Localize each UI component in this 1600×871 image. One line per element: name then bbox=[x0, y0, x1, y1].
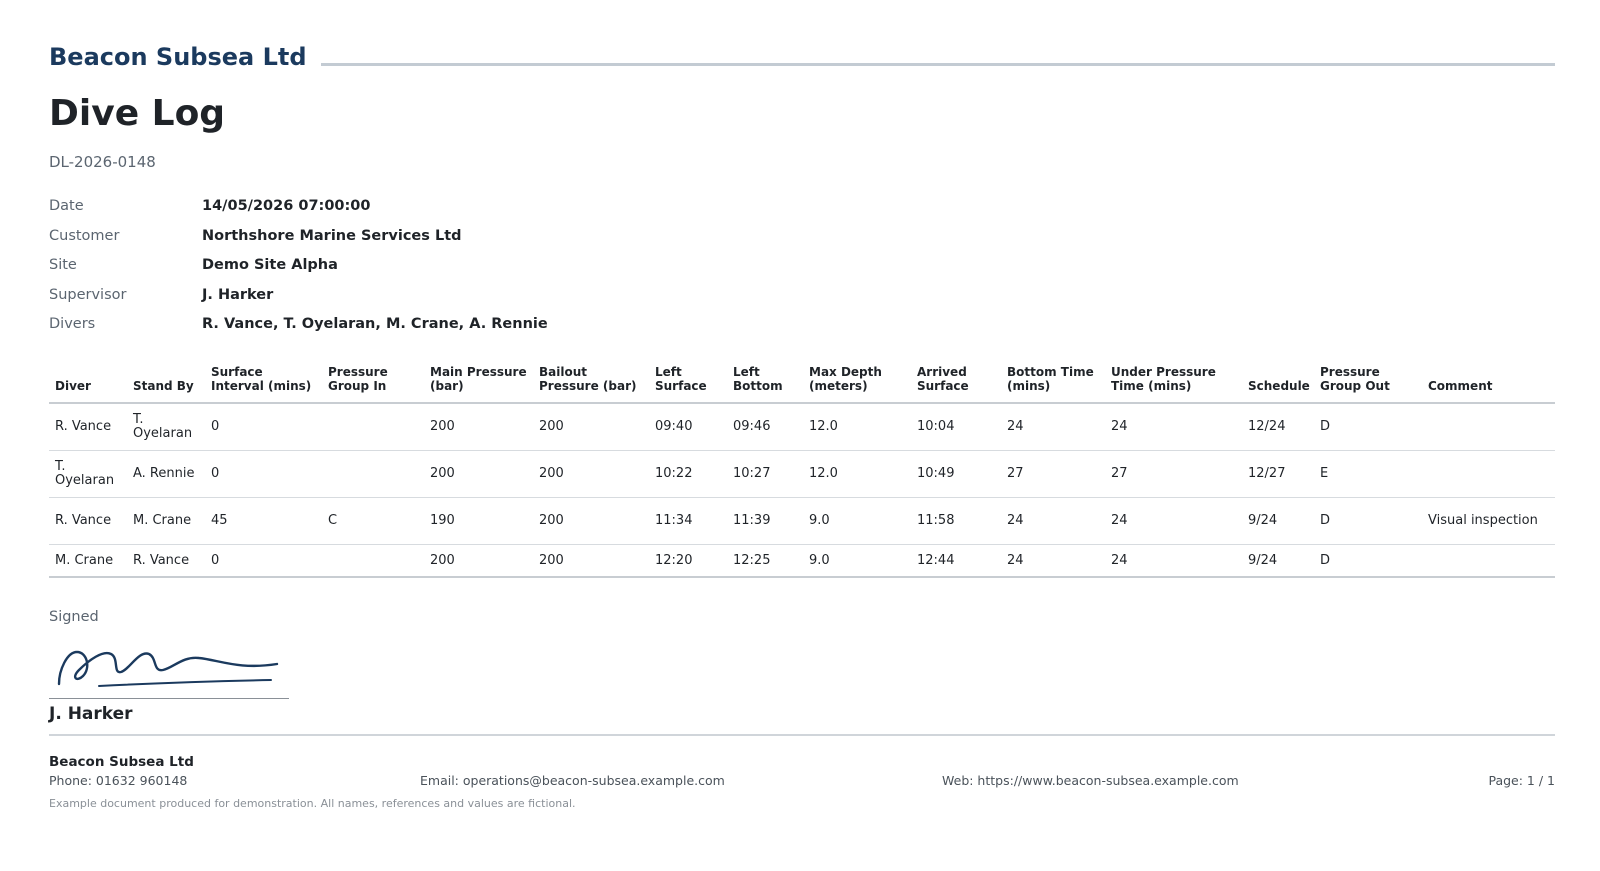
document-reference: DL-2026-0148 bbox=[49, 153, 156, 171]
table-cell: 12:20 bbox=[649, 545, 727, 578]
table-cell: 12/27 bbox=[1242, 451, 1314, 498]
table-cell: C bbox=[322, 498, 424, 545]
column-header: Left Surface bbox=[649, 362, 727, 403]
column-header: Left Bottom bbox=[727, 362, 803, 403]
detail-value: 14/05/2026 07:00:00 bbox=[202, 198, 371, 214]
table-row bbox=[49, 451, 1555, 498]
dive-log-table bbox=[49, 362, 1555, 578]
signer-name: J. Harker bbox=[49, 704, 133, 724]
table-cell: 9/24 bbox=[1242, 498, 1314, 545]
column-header: Bailout Pressure (bar) bbox=[533, 362, 649, 403]
footer-divider bbox=[49, 734, 1555, 736]
table-cell: 9/24 bbox=[1242, 545, 1314, 578]
column-header: Max Depth (meters) bbox=[803, 362, 911, 403]
footer-website: Web: https://www.beacon-subsea.example.com bbox=[942, 773, 1239, 788]
column-header: Pressure Group In bbox=[322, 362, 424, 403]
table-cell: 200 bbox=[533, 451, 649, 498]
footer-disclaimer: Example document produced for demonstration. All names, references and values are fictional. bbox=[49, 797, 576, 810]
footer-phone: Phone: 01632 960148 bbox=[49, 773, 188, 788]
table-cell bbox=[1422, 451, 1555, 498]
column-header: Comment bbox=[1422, 362, 1555, 403]
table-cell: 10:27 bbox=[727, 451, 803, 498]
table-cell: 11:39 bbox=[727, 498, 803, 545]
table-cell: 10:04 bbox=[911, 403, 1001, 451]
table-cell: 12.0 bbox=[803, 451, 911, 498]
table-cell: 200 bbox=[533, 545, 649, 578]
footer-email: Email: operations@beacon-subsea.example.com bbox=[420, 773, 725, 788]
table-cell: D bbox=[1314, 545, 1422, 578]
table-cell: 11:34 bbox=[649, 498, 727, 545]
column-header: Diver bbox=[49, 362, 127, 403]
table-cell bbox=[1422, 403, 1555, 451]
table-cell: 200 bbox=[424, 545, 533, 578]
table-cell: 12:25 bbox=[727, 545, 803, 578]
table-cell: R. Vance bbox=[49, 498, 127, 545]
detail-value: J. Harker bbox=[202, 286, 274, 303]
table-cell: R. Vance bbox=[49, 403, 127, 451]
column-header: Pressure Group Out bbox=[1314, 362, 1422, 403]
table-cell: 200 bbox=[533, 498, 649, 545]
detail-label: Supervisor bbox=[49, 286, 127, 303]
table-cell: 200 bbox=[424, 403, 533, 451]
page-title: Dive Log bbox=[49, 93, 226, 134]
table-row bbox=[49, 403, 1555, 451]
footer-company-name: Beacon Subsea Ltd bbox=[49, 754, 194, 770]
table-cell: 24 bbox=[1001, 498, 1105, 545]
table-cell bbox=[322, 451, 424, 498]
table-cell: 09:40 bbox=[649, 403, 727, 451]
table-cell: T. Oyelaran bbox=[127, 403, 205, 451]
company-name: Beacon Subsea Ltd bbox=[49, 43, 307, 71]
column-header: Schedule bbox=[1242, 362, 1314, 403]
table-row bbox=[49, 545, 1555, 578]
table-cell: E bbox=[1314, 451, 1422, 498]
column-header: Surface Interval (mins) bbox=[205, 362, 322, 403]
table-cell: 27 bbox=[1105, 451, 1242, 498]
column-header: Stand By bbox=[127, 362, 205, 403]
table-cell: A. Rennie bbox=[127, 451, 205, 498]
table-cell: 24 bbox=[1001, 403, 1105, 451]
detail-value: Northshore Marine Services Ltd bbox=[202, 227, 462, 244]
table-cell: 12/24 bbox=[1242, 403, 1314, 451]
table-cell: 12:44 bbox=[911, 545, 1001, 578]
table-cell bbox=[322, 403, 424, 451]
table-cell: 0 bbox=[205, 451, 322, 498]
table-cell: 0 bbox=[205, 545, 322, 578]
detail-label: Divers bbox=[49, 316, 96, 332]
table-cell: 24 bbox=[1105, 403, 1242, 451]
table-cell: 10:49 bbox=[911, 451, 1001, 498]
table-cell: 24 bbox=[1105, 545, 1242, 578]
header-divider bbox=[321, 63, 1555, 66]
table-cell: 09:46 bbox=[727, 403, 803, 451]
table-cell: 24 bbox=[1001, 545, 1105, 578]
table-cell: 27 bbox=[1001, 451, 1105, 498]
table-cell: 24 bbox=[1105, 498, 1242, 545]
table-cell: T. Oyelaran bbox=[49, 451, 127, 498]
table-cell: 200 bbox=[533, 403, 649, 451]
column-header: Bottom Time (mins) bbox=[1001, 362, 1105, 403]
column-header: Main Pressure (bar) bbox=[424, 362, 533, 403]
footer-page-number: Page: 1 / 1 bbox=[1488, 773, 1555, 788]
detail-value: R. Vance, T. Oyelaran, M. Crane, A. Rennie bbox=[202, 316, 548, 332]
table-cell: 9.0 bbox=[803, 498, 911, 545]
table-cell bbox=[322, 545, 424, 578]
detail-value: Demo Site Alpha bbox=[202, 257, 338, 273]
table-cell: D bbox=[1314, 403, 1422, 451]
table-cell: M. Crane bbox=[127, 498, 205, 545]
table-cell: 11:58 bbox=[911, 498, 1001, 545]
table-cell: 45 bbox=[205, 498, 322, 545]
table-row bbox=[49, 498, 1555, 545]
table-cell: 10:22 bbox=[649, 451, 727, 498]
signature-image bbox=[49, 640, 289, 696]
table-cell: R. Vance bbox=[127, 545, 205, 578]
detail-label: Site bbox=[49, 257, 77, 273]
company-header bbox=[49, 43, 1555, 73]
signed-label: Signed bbox=[49, 609, 99, 625]
signature-line bbox=[49, 698, 289, 699]
table-cell: 12.0 bbox=[803, 403, 911, 451]
column-header: Under Pressure Time (mins) bbox=[1105, 362, 1242, 403]
table-cell: 200 bbox=[424, 451, 533, 498]
detail-label: Customer bbox=[49, 227, 120, 244]
table-cell: 0 bbox=[205, 403, 322, 451]
column-header: Arrived Surface bbox=[911, 362, 1001, 403]
table-cell: 190 bbox=[424, 498, 533, 545]
table-cell bbox=[1422, 545, 1555, 578]
table-cell: 9.0 bbox=[803, 545, 911, 578]
table-cell: D bbox=[1314, 498, 1422, 545]
table-cell: Visual inspection bbox=[1422, 498, 1555, 545]
detail-label: Date bbox=[49, 198, 84, 214]
table-cell: M. Crane bbox=[49, 545, 127, 578]
table-header-row bbox=[49, 362, 1555, 403]
